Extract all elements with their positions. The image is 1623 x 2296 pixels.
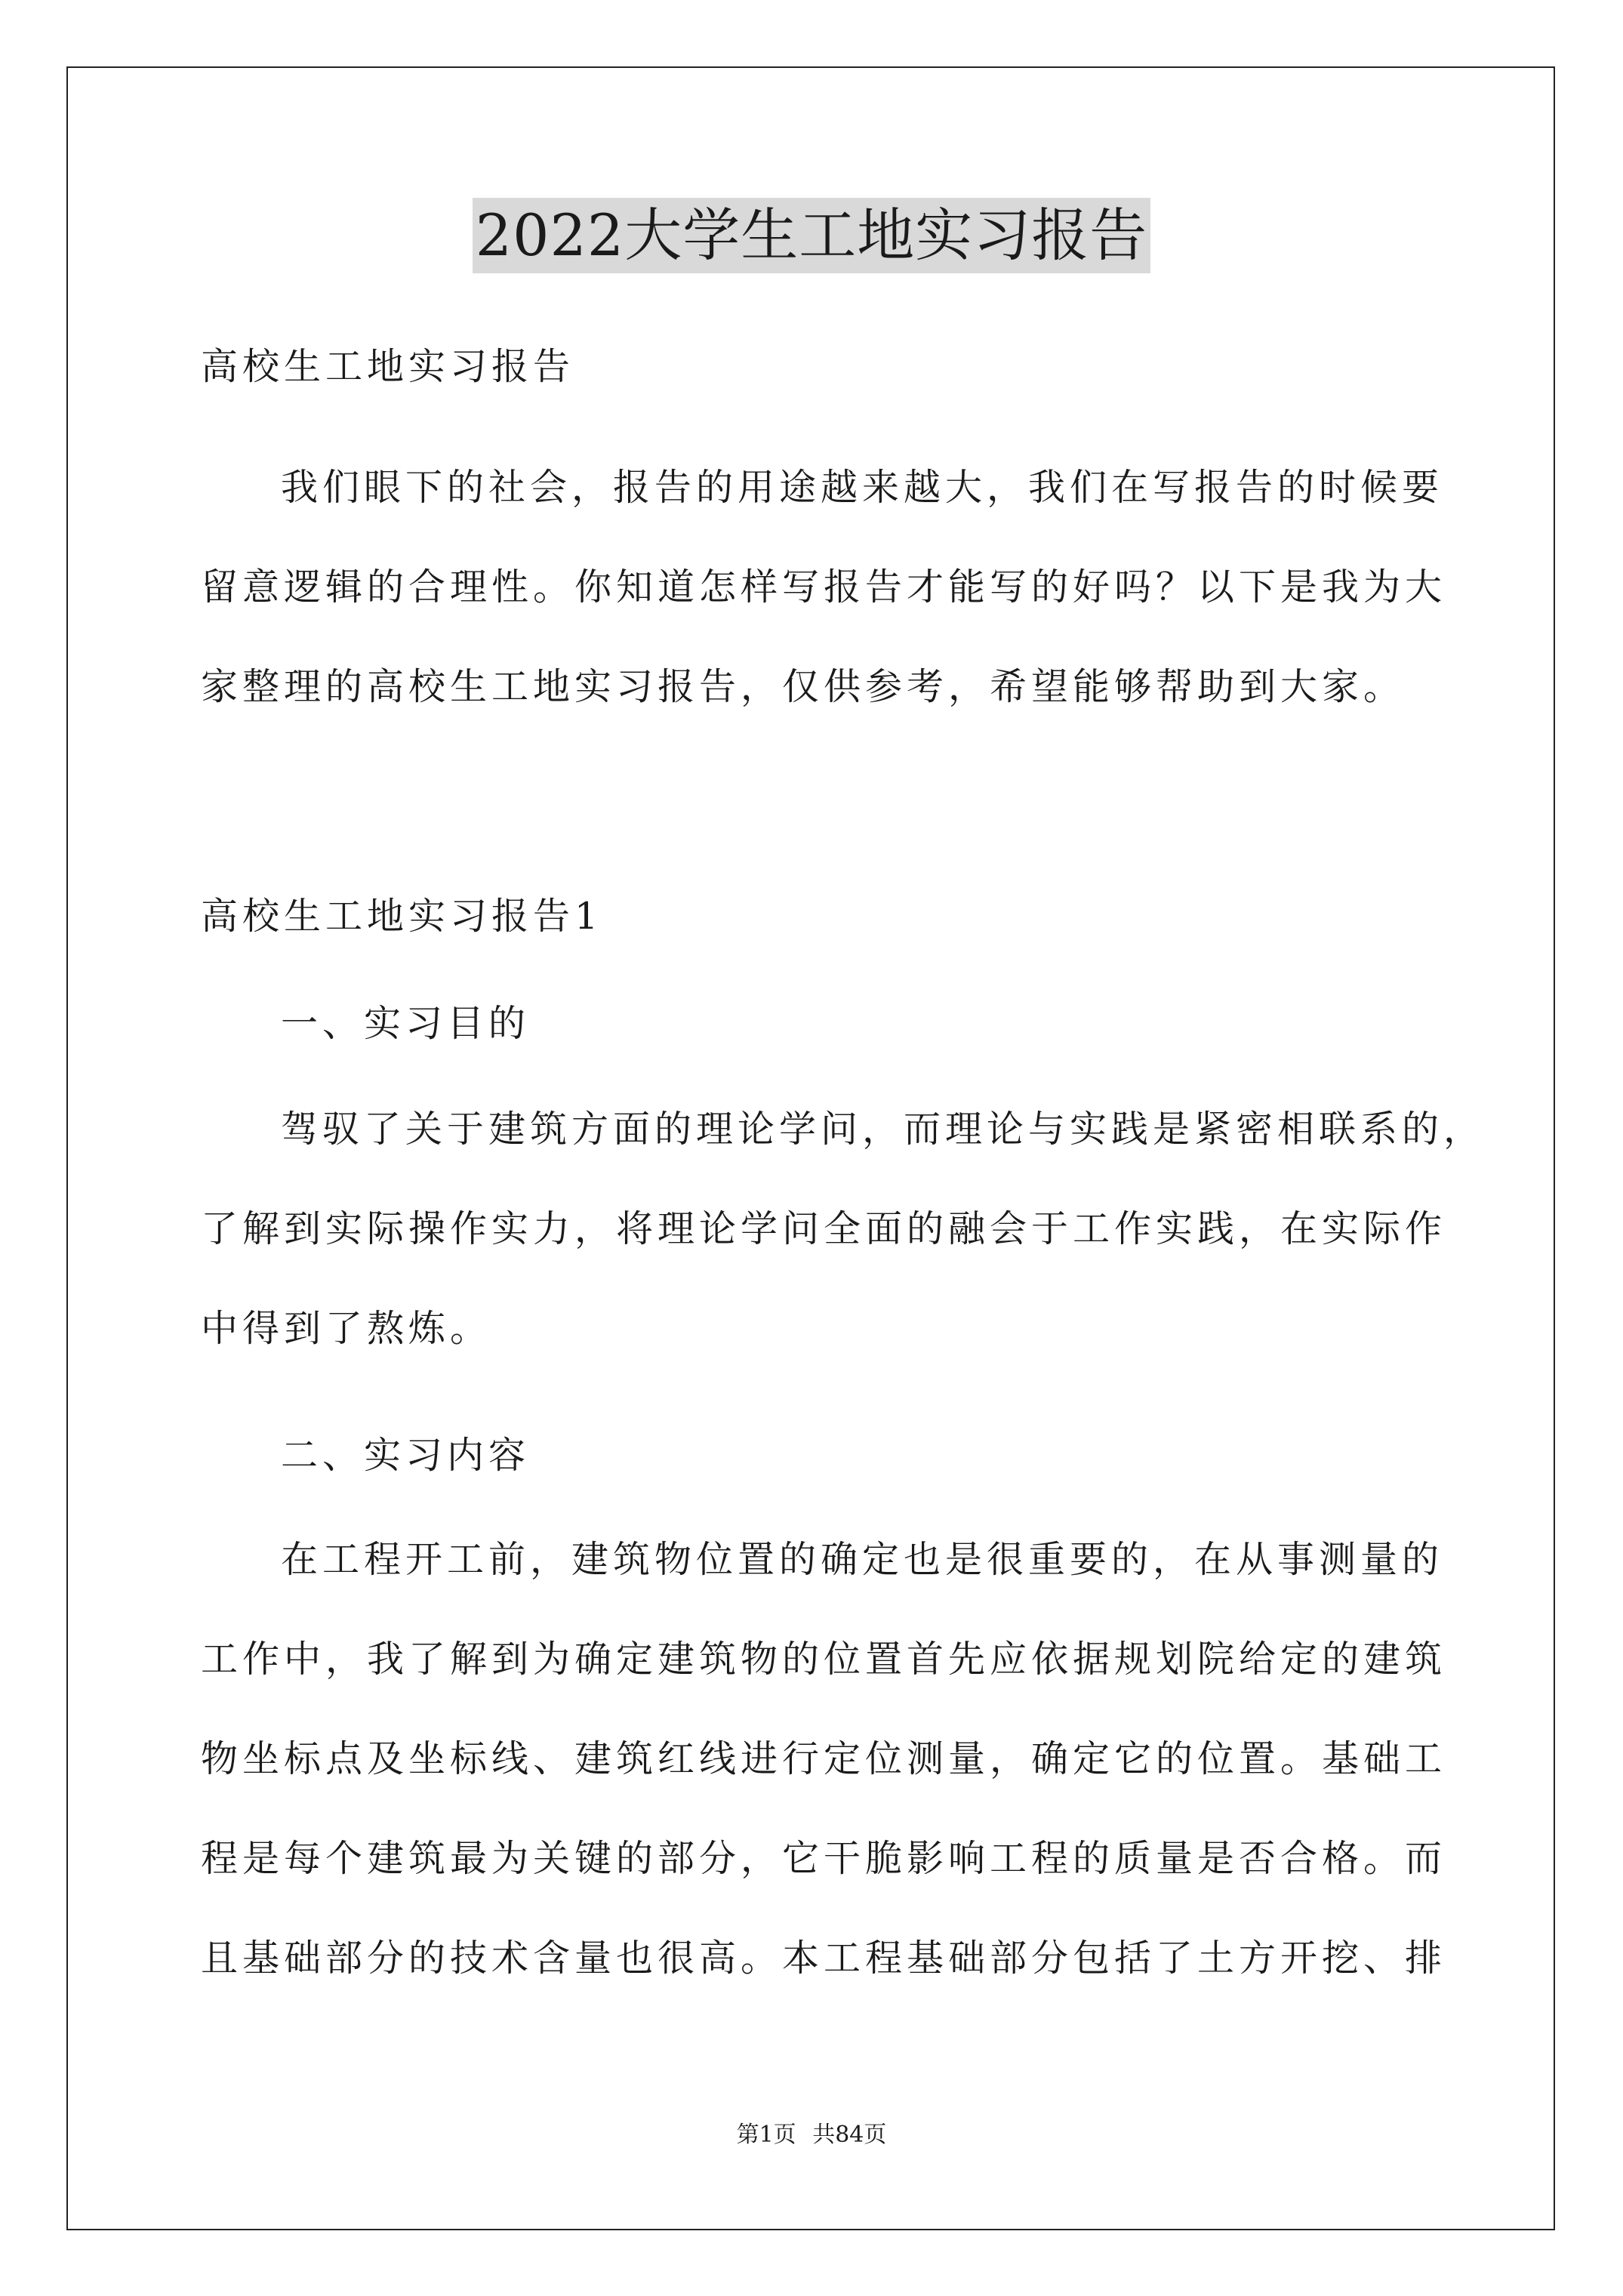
section-heading [201,867,1439,966]
content-line-3: 物坐标点及坐标线、建筑红线进行定位测量，确定它的位置。基础工 [201,1737,1447,1780]
content-line-1: 在工程开工前，建筑物位置的确定也是很重要的，在从事测量的 [281,1538,1444,1581]
section-heading-line: 高校生工地实习报告1 [201,895,603,938]
document-title: 2022大学生工地实习报告 [473,198,1150,273]
purpose-line-1: 驾驭了关于建筑方面的理论学问，而理论与实践是紧密相联系的， [281,1108,1486,1151]
title-wrap [0,198,1623,273]
content-line-5: 且基础部分的技术含量也很高。本工程基础部分包括了土方开挖、排 [201,1937,1447,1980]
page-total: 共84页 [812,2122,887,2148]
purpose-line-3: 中得到了熬炼。 [201,1307,492,1350]
intro-line-1: 我们眼下的社会，报告的用途越来越大，我们在写报告的时候要 [281,466,1444,509]
intro-line-2: 留意逻辑的合理性。你知道怎样写报告才能写的好吗？以下是我为大 [201,566,1447,609]
subtitle-line: 高校生工地实习报告 [201,345,575,388]
page-footer [0,2120,1623,2150]
content-paragraph [201,1510,1447,2008]
content-line-2: 工作中，我了解到为确定建筑物的位置首先应依据规划院给定的建筑 [201,1638,1447,1681]
subtitle [201,317,1439,417]
page-number: 第1页 [736,2122,796,2148]
intro-line-3: 家整理的高校生工地实习报告，仅供参考，希望能够帮助到大家。 [201,665,1406,708]
heading-content [201,1406,1439,1505]
purpose-line-2: 了解到实际操作实力，将理论学问全面的融会于工作实践，在实际作 [201,1207,1447,1250]
content-line-4: 程是每个建筑最为关键的部分，它干脆影响工程的质量是否合格。而 [201,1837,1447,1880]
heading-purpose [201,974,1439,1074]
heading-purpose-line: 一、实习目的 [281,1002,531,1045]
purpose-paragraph [201,1080,1486,1379]
intro-paragraph [201,438,1447,737]
heading-content-line: 二、实习内容 [281,1434,531,1477]
